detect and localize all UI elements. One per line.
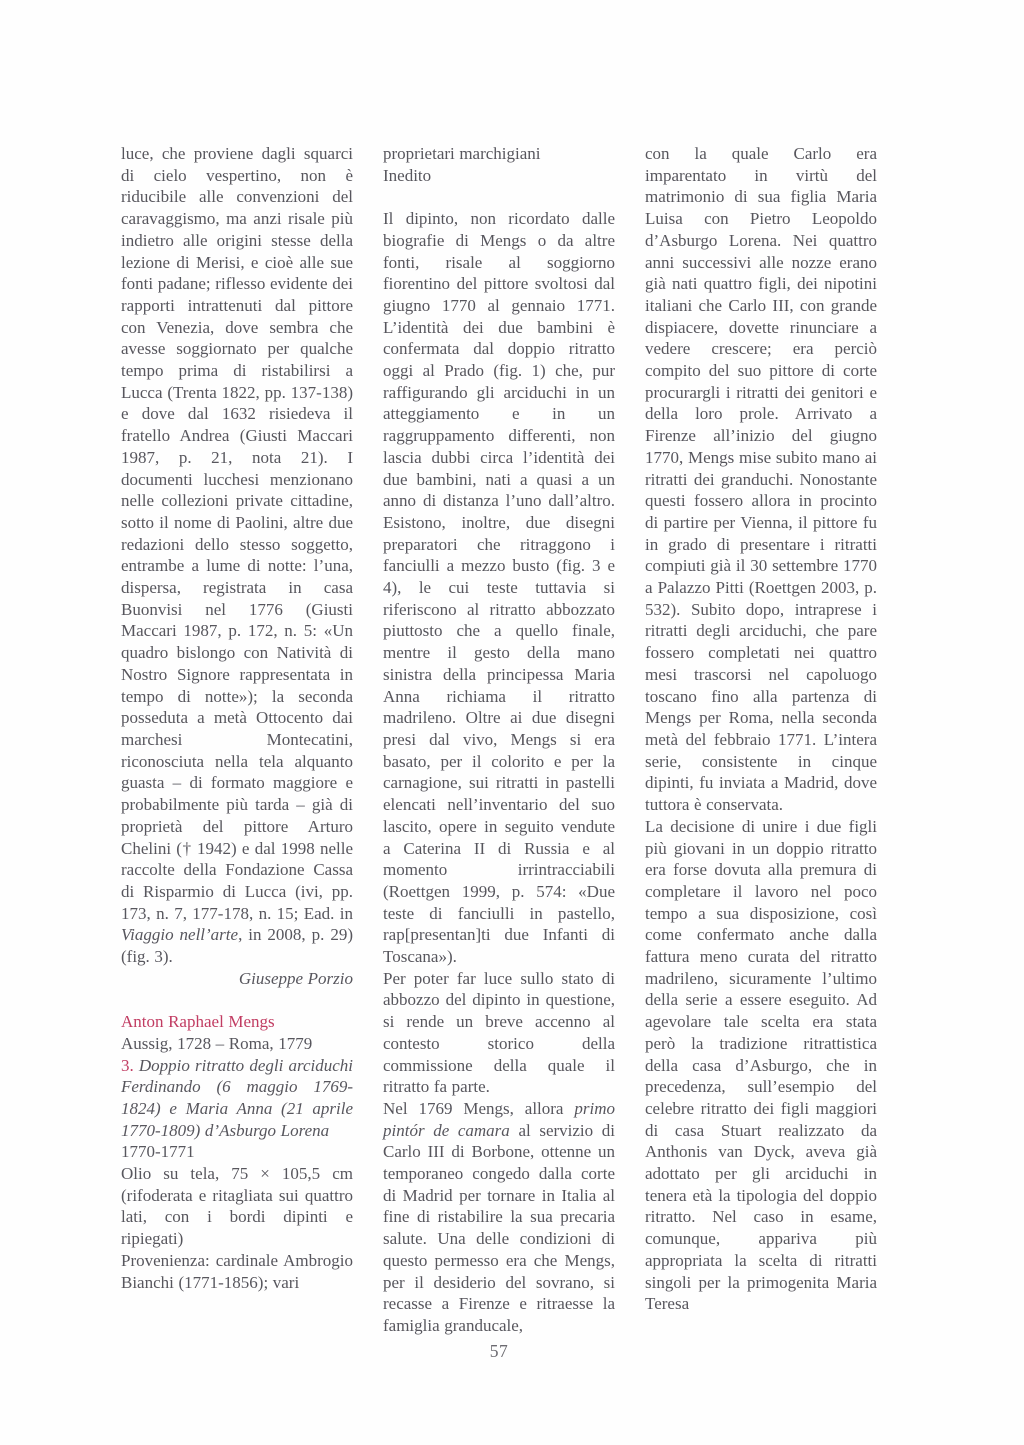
text-run: Olio su tela, 75 × 105,5 cm (rifoderata e ritagliata sui quattro lati, con i bordi dipinti e ripiegati): [121, 1164, 353, 1249]
text-run: Per poter far luce sullo stato di abbozzo del dipinto in questione, si rende un breve accenno al contesto storico della commissione della quale il ritratto fa parte.: [383, 968, 615, 1097]
blank-line: [383, 186, 615, 208]
author-signature: [121, 968, 353, 990]
work-technique: [121, 1163, 353, 1250]
work-provenance: [121, 1250, 353, 1293]
body-paragraph: [383, 1098, 615, 1337]
text-run: Aussig, 1728 – Roma, 1779: [121, 1033, 313, 1053]
accent-text: Anton Raphael Mengs: [121, 1012, 275, 1032]
work-date: [121, 1141, 353, 1163]
italic-text: Doppio ritratto degli arciduchi Ferdinando (6 maggio 1769-1824) e Maria Anna (21 aprile 1770-1809) d’Asburgo Lorena: [121, 1055, 353, 1140]
text-run: con la quale Carlo era imparentato in virtù del matrimonio di sua figlia Maria Luisa con Pietro Leopoldo d’Asburgo Lorena. Nei quattro anni successivi alle nozze erano già nati quattro figli, dei nipotini italiani che Carlo III, con grande dispiacere, dovette rinunciare a vedere crescere; era perciò compito del suo pittore di corte procurargli i ritratti dei genitori e della loro prole. Arrivato a Firenze all’inizio del giugno 1770, Mengs mise subito mano ai ritratti dei granduchi. Nonostante questi fossero allora in procinto di partire per Vienna, il pittore fu in grado di presentare i ritratti compiuti già il 30 settembre 1770 a Palazzo Pitti (Roettgen 2003, p. 532). Subito dopo, intraprese i ritratti degli arciduchi, che pare fossero completati nei quattro mesi trascorsi nel capoluogo toscano fino alla partenza di Mengs per Roma, nella seconda metà del febbraio 1771. L’intera serie, consistente in cinque dipinti, fu inviata a Madrid, dove tuttora è conservata.: [645, 144, 877, 815]
text-run: 1770-1771: [121, 1142, 195, 1162]
column-left: [121, 143, 353, 1337]
artist-heading: [121, 1011, 353, 1033]
italic-text: Giuseppe Porzio: [238, 968, 353, 988]
work-bibliography: [383, 165, 615, 187]
text-run: Provenienza: cardinale Ambrogio Bianchi (1771-1856); vari: [121, 1250, 353, 1292]
page-number: 57: [489, 1341, 509, 1361]
column-right: [645, 143, 877, 1337]
blank-line: [121, 989, 353, 1011]
column-middle: [383, 143, 615, 1337]
accent-text: 3.: [121, 1055, 139, 1075]
text-run: Nel 1769 Mengs, allora: [383, 1098, 575, 1118]
text-run: Inedito: [383, 165, 432, 185]
text-run: , in 2008, p. 29) (fig. 3).: [121, 925, 353, 967]
artist-dates: [121, 1033, 353, 1055]
text-run: proprietari marchigiani: [383, 144, 541, 163]
body-paragraph: [645, 143, 877, 816]
work-provenance-continued: [383, 143, 615, 165]
catalog-entry-title: [121, 1055, 353, 1142]
body-paragraph: [383, 208, 615, 968]
text-run: La decisione di unire i due figli più giovani in un doppio ritratto era forse dovuta alla premura di completare il lavoro nel poco tempo a sua disposizione, così come confermato anche dalla fattura meno curata del ritratto madrileno, sicuramente l’ultimo della serie a essere eseguito. Ad agevolare tale scelta era stata però la tradizione ritrattistica della casa d’Asburgo, che in precedenza, sull’esempio del celebre ritratto dei figli maggiori di casa Stuart realizzato da Anthonis van Dyck, aveva già adottato per gli arciduchi in tenera età la tipologia del doppio ritratto. Nel caso in esame, comunque, appariva più appropriata la scelta di ritratti singoli per la primogenita Maria Teresa: [645, 816, 877, 1314]
italic-text: Viaggio nell’arte: [121, 925, 239, 945]
text-run: luce, che proviene dagli squarci di cielo vespertino, non è riducibile alle convenzioni del caravaggismo, ma anzi risale più indietro alle origini stesse della lezione di Merisi, e cioè alle sue fonti padane; riflesso evidente dei rapporti intrattenuti dal pittore con Venezia, dove sembra che avesse soggiornato per qualche tempo prima di ristabilirsi a Lucca (Trenta 1822, pp. 137-138) e dove dal 1632 risiedeva il fratello Andrea (Giusti Maccari 1987, p. 21, nota 21). I documenti lucchesi menzionano nelle collezioni private cittadine, sotto il nome di Paolini, altre due redazioni dello stesso soggetto, entrambe a lume di notte: l’una, dispersa, registrata in casa Buonvisi nel 1776 (Giusti Maccari 1987, p. 172, n. 5: «Un quadro bislongo con Natività di Nostro Signore rappresentata in tempo di notte»); la seconda posseduta a metà Ottocento dai marchesi Montecatini, riconosciuta nella tela alquanto guasta – di formato maggiore e probabilmente più tarda – già di proprietà del pittore Arturo Chelini († 1942) e dal 1998 nelle raccolte della Fondazione Cassa di Risparmio di Lucca (ivi, pp. 173, n. 7, 177-178, n. 15; Ead. in: [121, 144, 353, 923]
text-run: Il dipinto, non ricordato dalle biografie di Mengs o da altre fonti, risale al soggiorno fiorentino del pittore svoltosi dal giugno 1770 al gennaio 1771. L’identità dei due bambini è confermata dal doppio ritratto oggi al Prado (fig. 1) che, pur raffigurando gli arciduchi in un atteggiamento e in un raggruppamento differenti, non lascia dubbi circa l’identità dei due bambini, nati a quasi a un anno di distanza l’uno dall’altro. Esistono, inoltre, due disegni preparatori che ritraggono i fanciulli a mezzo busto (fig. 3 e 4), le cui teste tuttavia si riferiscono al ritratto abbozzato piuttosto che a quello finale, mentre il gesto della mano sinistra della principessa Maria Anna richiama il ritratto madrileno. Oltre ai due disegni presi dal vivo, Mengs si era basato, per il colorito e per la carnagione, sui ritratti in pastelli elencati nell’inventario del suo lascito, opere in seguito vendute a Caterina II di Russia e al momento irrintracciabili (Roettgen 1999, p. 574: «Due teste di fanciulli in pastello, rap[presentan]ti due Infanti di Toscana»).: [383, 209, 615, 967]
text-columns: [121, 143, 877, 1337]
body-paragraph: [121, 143, 353, 968]
italic-text: primo pintór de camara: [383, 1098, 615, 1140]
body-paragraph: [645, 816, 877, 1315]
body-paragraph: [383, 968, 615, 1098]
text-run: al servizio di Carlo III di Borbone, ottenne un temporaneo congedo dalla corte di Madrid per tornare in Italia al fine di ristabilire la sua precaria salute. Una delle condizioni di questo permesso era che Mengs, per il desiderio del sovrano, si recasse a Firenze e ritraesse la famiglia granducale,: [383, 1120, 616, 1335]
